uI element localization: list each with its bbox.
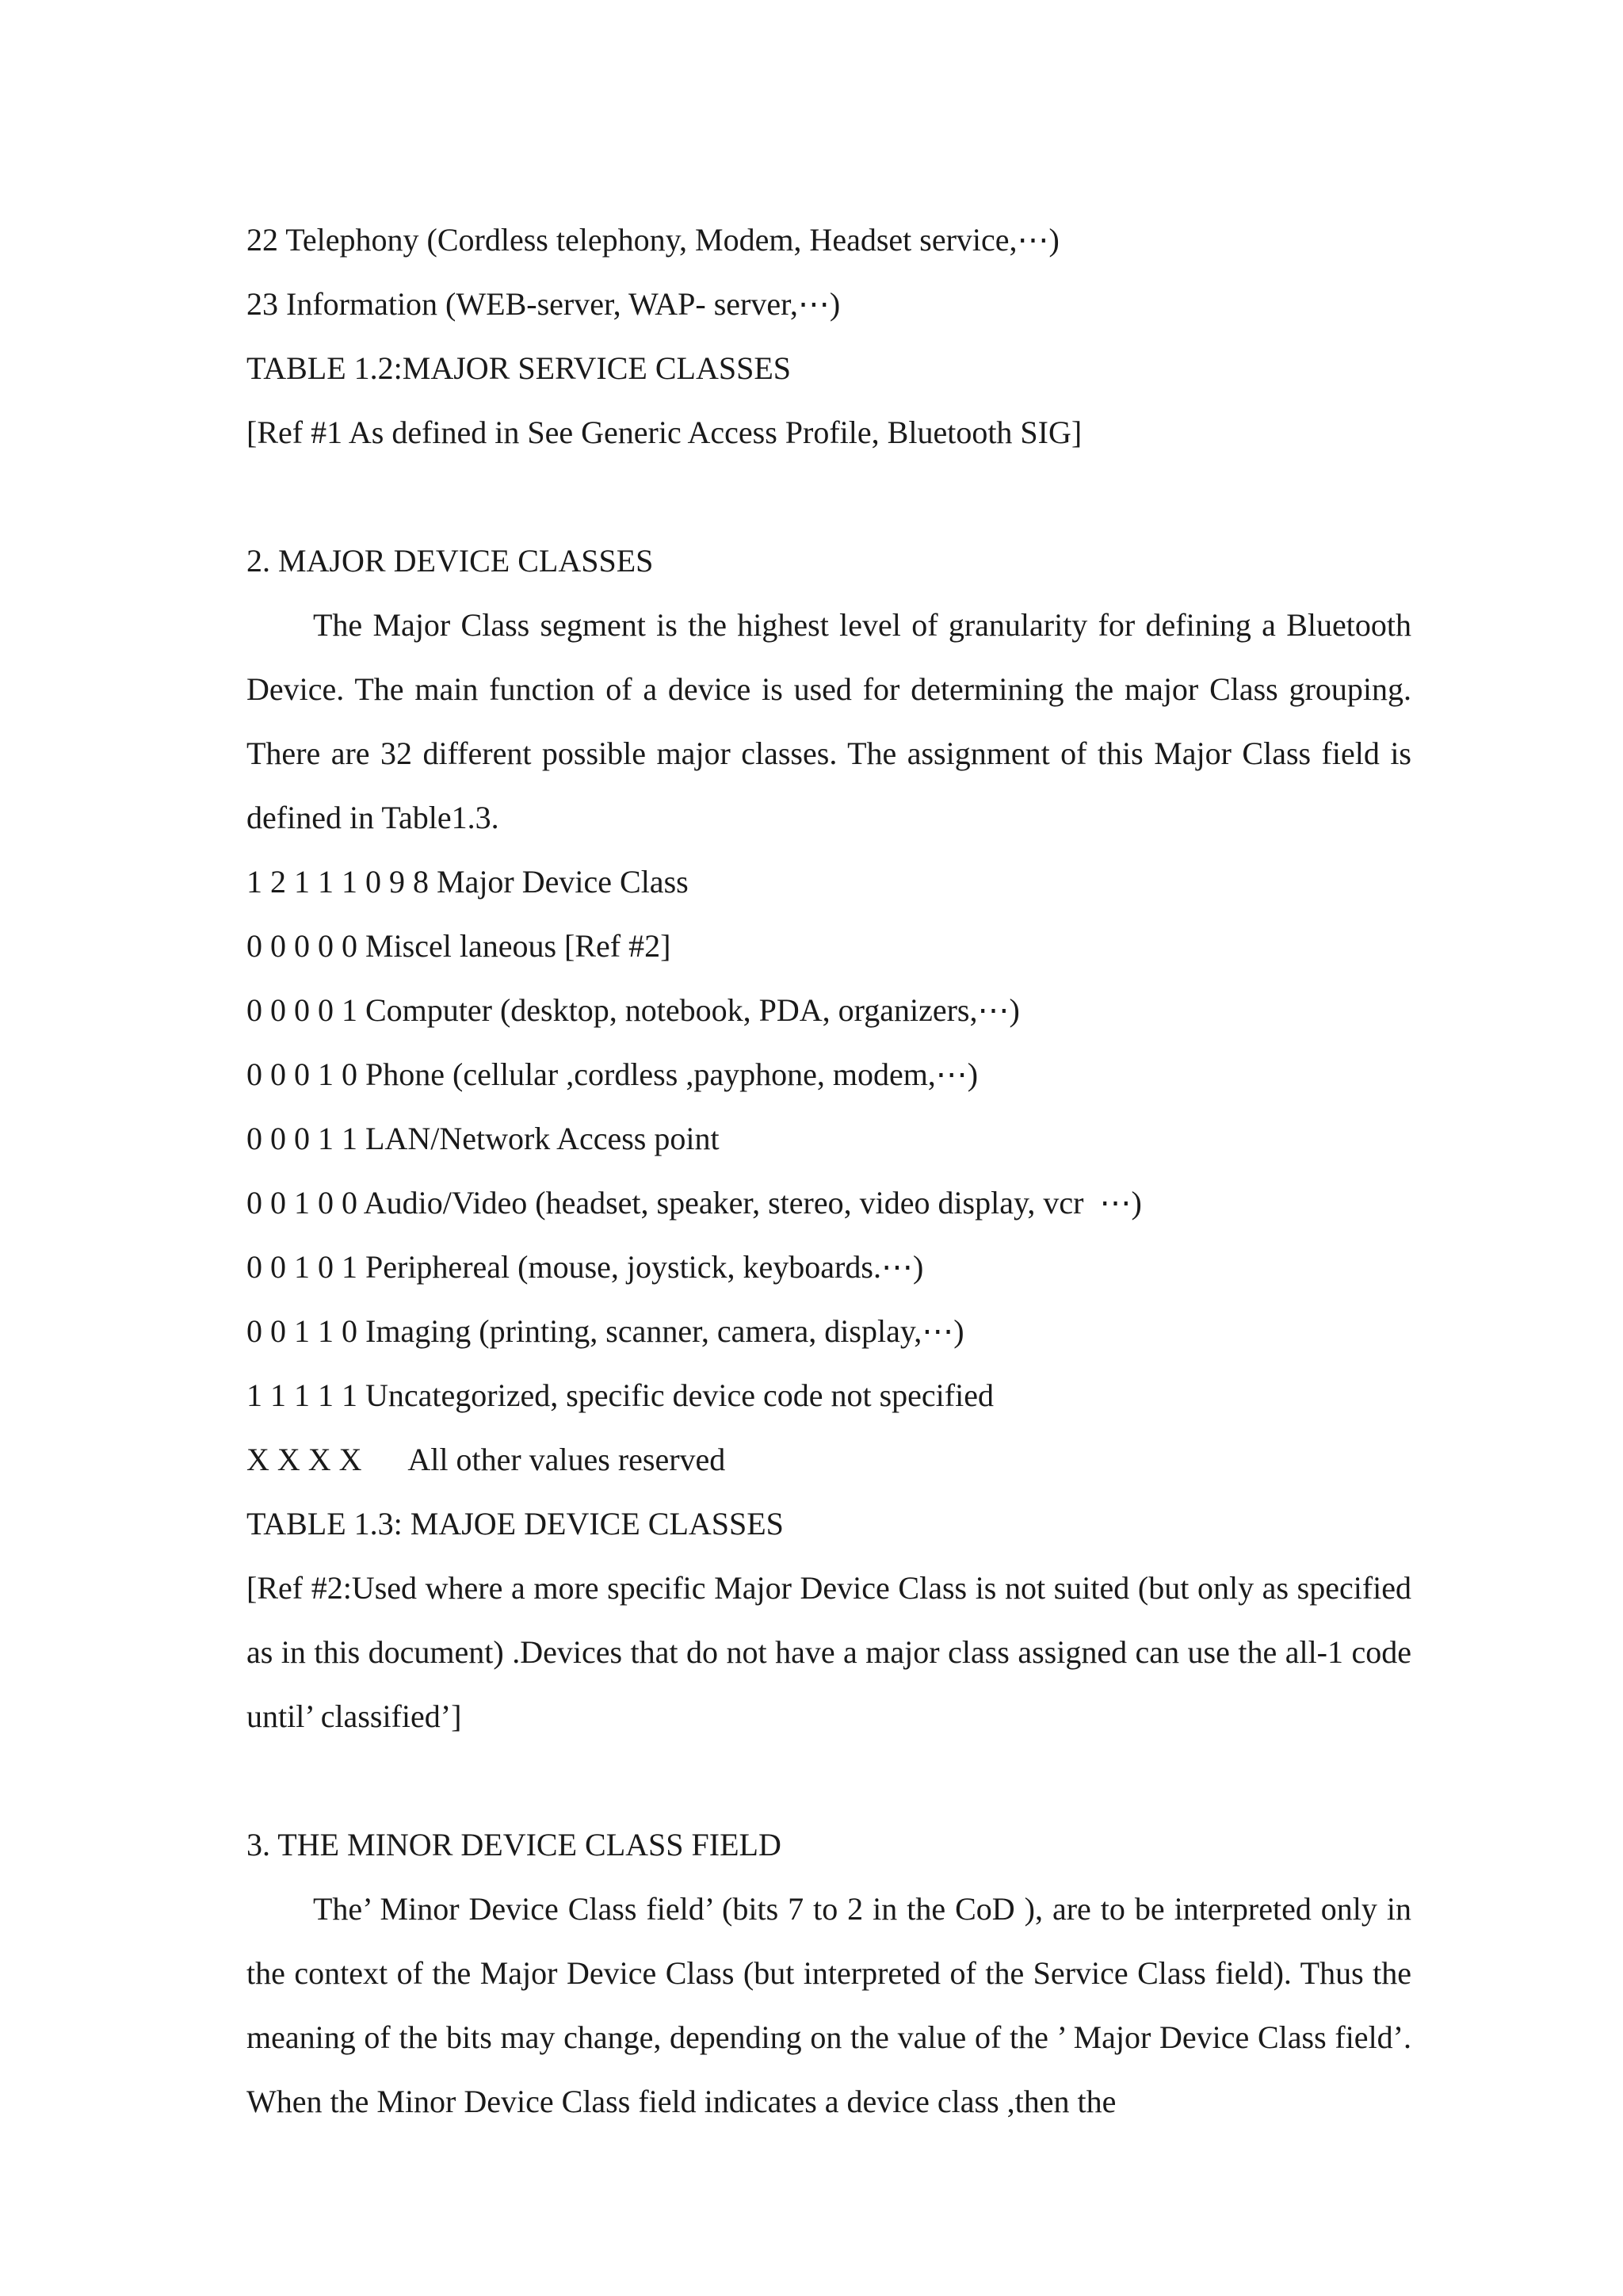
service-class-line-telephony: 22 Telephony (Cordless telephony, Modem, Headset service,⋯) — [246, 222, 1060, 258]
table-row: 0 0 1 1 0 Imaging (printing, scanner, camera, display,⋯) — [246, 1313, 964, 1349]
section-3-heading: 3. THE MINOR DEVICE CLASS FIELD — [246, 1827, 781, 1862]
section-3-paragraph: The’ Minor Device Class field’ (bits 7 to 2 in the CoD ), are to be interpreted only in the context of the Major Device Class (but interpreted of the Service Class field). Thus the meaning of the bits may change, depending on the value of the ’ Major Device Class field’. When the Minor Device Class field indicates a device class ,then the — [246, 1891, 1411, 2119]
table-row: 0 0 0 0 0 Miscel laneous [Ref #2] — [246, 928, 671, 964]
ref-note-1: [Ref #1 As defined in See Generic Access Profile, Bluetooth SIG] — [246, 415, 1083, 450]
table-1-3-header: 1 2 1 1 1 0 9 8 Major Device Class — [246, 864, 689, 900]
table-row: 0 0 1 0 0 Audio/Video (headset, speaker, stereo, video display, vcr ⋯) — [246, 1185, 1142, 1221]
blank-line — [246, 464, 1411, 529]
ref-note-2: [Ref #2:Used where a more specific Major Device Class is not suited (but only as specified as in this document) .Devices that do not have a major class assigned can use the all-1 code until’ classified’] — [246, 1570, 1411, 1734]
table-caption-1-2: TABLE 1.2:MAJOR SERVICE CLASSES — [246, 350, 792, 386]
table-row: 0 0 0 1 1 LAN/Network Access point — [246, 1121, 720, 1156]
table-row: 0 0 1 0 1 Periphereal (mouse, joystick, keyboards.⋯) — [246, 1249, 924, 1285]
table-caption-1-3: TABLE 1.3: MAJOE DEVICE CLASSES — [246, 1506, 784, 1541]
table-row: 1 1 1 1 1 Uncategorized, specific device code not specified — [246, 1377, 994, 1413]
service-class-line-information: 23 Information (WEB-server, WAP- server,⋯) — [246, 286, 841, 322]
section-2-heading: 2. MAJOR DEVICE CLASSES — [246, 543, 654, 579]
table-row: 0 0 0 1 0 Phone (cellular ,cordless ,payphone, modem,⋯) — [246, 1056, 979, 1092]
blank-line — [246, 1748, 1411, 1813]
table-row: 0 0 0 0 1 Computer (desktop, notebook, PDA, organizers,⋯) — [246, 992, 1020, 1028]
page-content — [246, 208, 1411, 2134]
table-row: X X X X All other values reserved — [246, 1442, 726, 1477]
section-2-paragraph: The Major Class segment is the highest level of granularity for defining a Bluetooth Device. The main function of a device is used for determining the major Class grouping. There are 32 different possible major classes. The assignment of this Major Class field is defined in Table1.3. — [246, 607, 1411, 835]
